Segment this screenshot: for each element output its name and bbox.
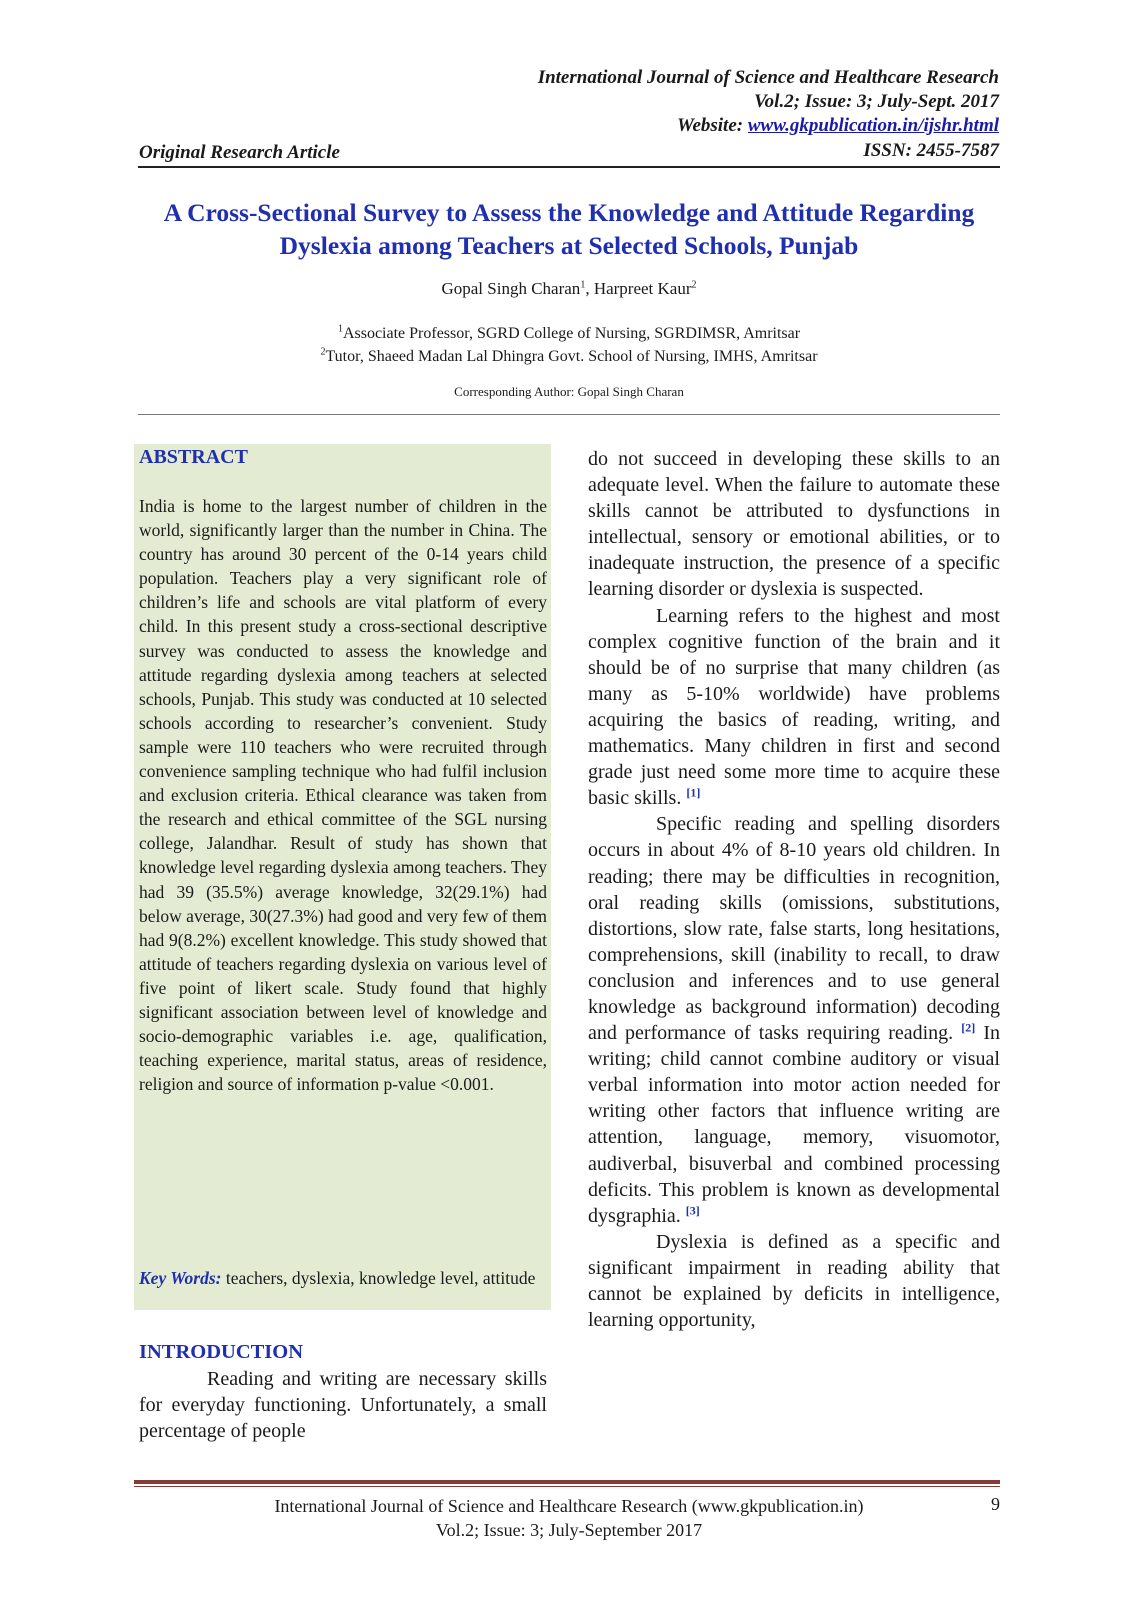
page-number: 9 xyxy=(991,1494,1000,1514)
author-1: Gopal Singh Charan xyxy=(441,279,581,298)
author-2-affil: 2 xyxy=(691,279,697,291)
paragraph-2-text: Learning refers to the highest and most complex cognitive function of the brain and it should be of no surprise that many children (as many as 5-10% worldwide) have problems acquiring the basics of reading, writing, and mathematics. Many children in first and second grade just need some more time to acquire these basic skills. xyxy=(588,604,1000,810)
affiliation-2-text: Tutor, Shaeed Madan Lal Dhingra Govt. School of Nursing, IMHS, Amritsar xyxy=(325,348,818,365)
journal-volume: Vol.2; Issue: 3; July-Sept. 2017 xyxy=(754,91,999,112)
paragraph-2 xyxy=(588,603,1000,812)
affiliations xyxy=(138,322,1000,368)
paragraph-3-text-b: In writing; child cannot combine auditory or visual verbal information into motor action needed for writing other factors that influence writing are attention, language, memory, visuomotor, audiverbal, bisuverbal and combined processing deficits. This problem is known as developmental dysgraphia. xyxy=(588,1022,1000,1227)
paper-title xyxy=(138,196,1000,262)
citation-3[interactable]: [3] xyxy=(685,1203,700,1218)
abstract-text: India is home to the largest number of children in the world, significantly larger than the number in China. The country has around 30 percent of the 0-14 years child population. Teachers play a very significant role of children’s life and schools are vital platform of every child. In this present study a cross-sectional descriptive survey was conducted to assess the knowledge and attitude regarding dyslexia among teachers at selected schools, Punjab. This study was conducted at 10 selected schools according to researcher’s convenient. Study sample were 110 teachers who were recruited through convenience sampling technique who had fulfil inclusion and exclusion criteria. Ethical clearance was taken from the research and ethical committee of the SGL nursing college, Jalandhar. Result of study has shown that knowledge level regarding dyslexia among teachers. They had 39 (35.5%) average knowledge, 32(29.1%) had below average, 30(27.3%) had good and very few of them had 9(8.2%) excellent knowledge. This study showed that attitude of teachers regarding dyslexia on various level of five point of likert scale. Study found that highly significant association between level of knowledge and socio-demographic variables i.e. age, qualification, teaching experience, marital status, areas of residence, religion and source of information p-value <0.001. xyxy=(139,496,547,1095)
paragraph-3 xyxy=(588,811,1000,1229)
journal-name: International Journal of Science and Healthcare Research xyxy=(537,67,999,88)
citation-1[interactable]: [1] xyxy=(686,785,701,800)
introduction-text xyxy=(139,1366,547,1444)
paragraph-1: do not succeed in developing these skills to an adequate level. When the failure to automate these skills cannot be attributed to dysfunctions in intellectual, sensory or emotional abilities, or to inadequate instruction, the presence of a specific learning disorder or dyslexia is suspected. xyxy=(588,448,1000,601)
header-divider xyxy=(138,166,1000,168)
keywords-list: teachers, dyslexia, knowledge level, attitude xyxy=(221,1268,536,1288)
author-divider xyxy=(138,414,1000,415)
website-label: Website: xyxy=(676,115,748,136)
author-1-affil: 1 xyxy=(580,279,586,291)
affiliation-1 xyxy=(138,322,1000,345)
corresponding-author: Corresponding Author: Gopal Singh Charan xyxy=(454,384,684,399)
footer-rule-thin xyxy=(134,1486,1000,1487)
introduction-paragraph: Reading and writing are necessary skills for everyday functioning. Unfortunately, a small percentage of people xyxy=(139,1368,547,1442)
author-separator: , xyxy=(585,279,594,298)
footer-rule-thick xyxy=(134,1480,1000,1484)
title-line-2: Dyslexia among Teachers at Selected Schools, Punjab xyxy=(279,231,859,260)
footer xyxy=(138,1494,1000,1542)
website-link[interactable]: www.gkpublication.in/ijshr.html xyxy=(747,115,999,136)
abstract-heading: ABSTRACT xyxy=(139,446,248,468)
paragraph-3-text-a: Specific reading and spelling disorders occurs in about 4% of 8-10 years old children. In reading; there may be difficulties in recognition, oral reading skills (omissions, substitutions, distortions, slow rate, false starts, long hesitations, comprehensions, skill (inability to recall, to draw conclusion and inferences and to use general knowledge as background information) decoding and performance of tasks requiring reading. xyxy=(588,813,1000,1045)
citation-2[interactable]: [2] xyxy=(961,1020,976,1035)
keywords-label: Key Words: xyxy=(139,1268,222,1288)
footer-journal: International Journal of Science and Healthcare Research (www.gkpublication.in) xyxy=(274,1496,864,1516)
introduction-heading: INTRODUCTION xyxy=(139,1341,304,1363)
footer-volume: Vol.2; Issue: 3; July-September 2017 xyxy=(435,1520,703,1540)
affiliation-2-mark: 2 xyxy=(320,346,326,358)
author-2: Harpreet Kaur xyxy=(593,279,692,298)
body-column-right xyxy=(588,446,1000,1333)
affiliation-1-text: Associate Professor, SGRD College of Nursing, SGRDIMSR, Amritsar xyxy=(342,325,801,342)
article-type: Original Research Article xyxy=(139,142,340,163)
title-line-1: A Cross-Sectional Survey to Assess the Knowledge and Attitude Regarding xyxy=(163,198,975,227)
paragraph-4: Dyslexia is defined as a specific and significant impairment in reading ability that cannot be explained by deficits in intelligence, learning opportunity, xyxy=(588,1230,1000,1332)
author-list xyxy=(138,279,1000,299)
affiliation-2 xyxy=(138,345,1000,368)
affiliation-1-mark: 1 xyxy=(337,323,343,335)
journal-website-line xyxy=(199,114,999,138)
keywords xyxy=(139,1266,547,1290)
journal-issn: ISSN: 2455-7587 xyxy=(863,140,999,161)
